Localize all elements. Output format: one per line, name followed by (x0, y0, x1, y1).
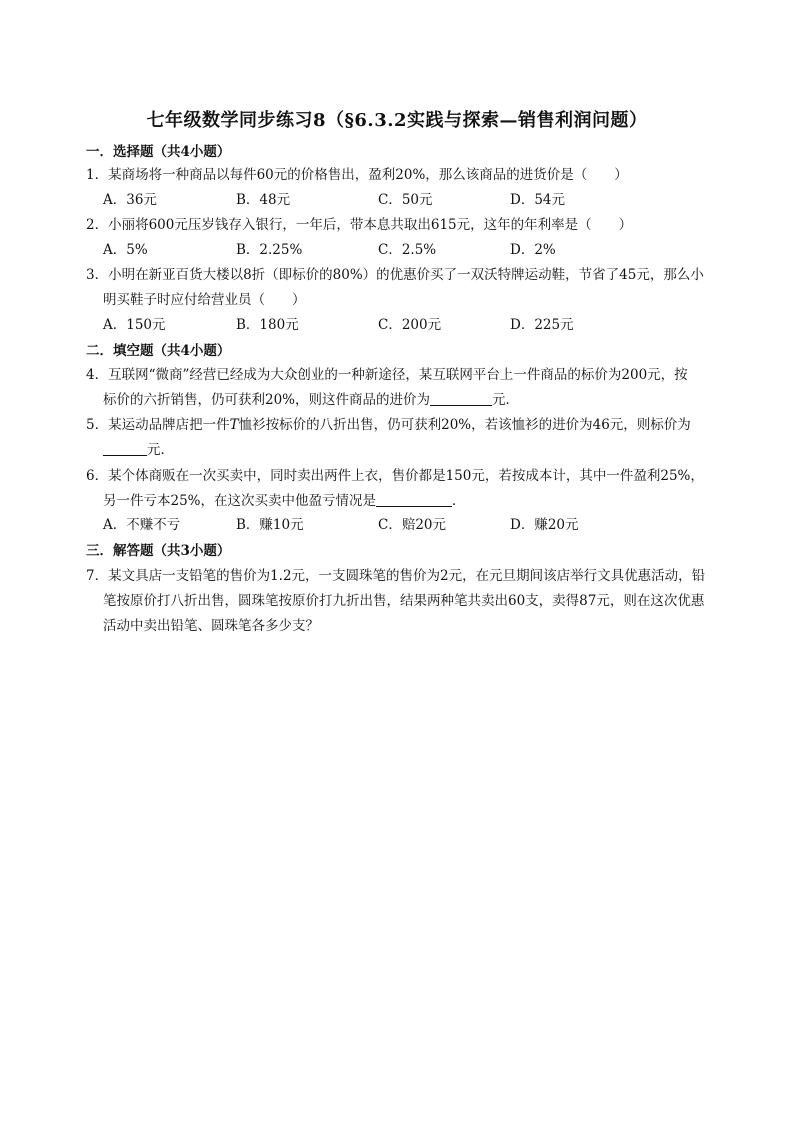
q1-option-c: C．50元 (378, 192, 433, 208)
q6-option-b: B．赚10元 (236, 517, 304, 533)
q5-text-part-1: 5．某运动品牌店把一件 (86, 417, 230, 433)
q4-text-before-blank: 标价的六折销售，仍可获利20%，则这件商品的进价为 (103, 392, 431, 408)
q1-option-a: A．36元 (103, 192, 157, 208)
question-4-line-1: 4．互联网“微商”经营已经成为大众创业的一种新途径，某互联网平台上一件商品的标价为200元，按 (86, 367, 688, 383)
question-5-line-2 (103, 440, 174, 460)
question-7-line-3: 活动中卖出铅笔、圆珠笔各多少支？ (103, 618, 319, 634)
q5-answer-blank[interactable] (103, 441, 147, 456)
question-6-line-2 (103, 491, 466, 511)
question-2-text: 2．小丽将600元压岁钱存入银行，一年后，带本息共取出615元，这年的年利率是（ ） (86, 217, 633, 233)
q3-option-b: B．180元 (236, 317, 299, 333)
q6-text-before-blank: 另一件亏本25%，在这次买卖中他盈亏情况是 (103, 493, 377, 509)
q2-option-b: B．2.25% (236, 242, 303, 258)
q3-option-d: D．225元 (510, 317, 574, 333)
section-heading-solve: 三．解答题（共3小题） (86, 543, 231, 559)
q5-text-after-blank: 元． (147, 442, 174, 458)
question-3-line-2: 明买鞋子时应付给营业员（ ） (103, 292, 306, 308)
q6-option-c: C．赔20元 (378, 517, 447, 533)
question-6-line-1: 6．某个体商贩在一次买卖中，同时卖出两件上衣，售价都是150元，若按成本计，其中一件盈利25%， (86, 468, 704, 484)
question-5-line-1 (86, 415, 691, 435)
question-7-line-2: 笔按原价打八折出售，圆珠笔按原价打九折出售，结果两种笔共卖出60支，卖得87元，则在这次优惠 (103, 593, 705, 609)
q2-option-c: C．2.5% (378, 242, 437, 258)
question-7-line-1: 7．某文具店一支铅笔的售价为1.2元，一支圆珠笔的售价为2元，在元旦期间该店举行文具优惠活动，铅 (86, 568, 706, 584)
page-title: 七年级数学同步练习8（§6.3.2实践与探索—销售利润问题） (146, 110, 648, 131)
question-1-text: 1．某商场将一种商品以每件60元的价格售出，盈利20%，那么该商品的进货价是（ ） (86, 167, 628, 183)
q3-option-a: A．150元 (103, 317, 166, 333)
section-heading-fill: 二．填空题（共4小题） (86, 343, 231, 359)
q6-answer-blank[interactable] (376, 492, 452, 507)
q6-option-a: A．不赚不亏 (103, 517, 181, 533)
q6-text-after-blank: ． (452, 493, 466, 509)
q5-text-t: T (229, 417, 239, 433)
section-heading-choice: 一．选择题（共4小题） (86, 144, 231, 160)
question-4-line-2 (103, 390, 519, 410)
q5-text-part-2: 恤衫按标价的八折出售，仍可获利20%，若该恤衫的进价为46元，则标价为 (238, 417, 691, 433)
q2-option-a: A．5% (103, 242, 148, 258)
q3-option-c: C．200元 (378, 317, 442, 333)
q1-option-d: D．54元 (510, 192, 566, 208)
q4-text-after-blank: 元． (492, 392, 520, 408)
question-3-line-1: 3．小明在新亚百货大楼以8折（即标价的80%）的优惠价买了一双沃特牌运动鞋，节省了45元，那么小 (86, 267, 704, 283)
q4-answer-blank[interactable] (430, 391, 492, 406)
q2-option-d: D．2% (510, 242, 556, 258)
q1-option-b: B．48元 (236, 192, 291, 208)
q6-option-d: D．赚20元 (510, 517, 579, 533)
